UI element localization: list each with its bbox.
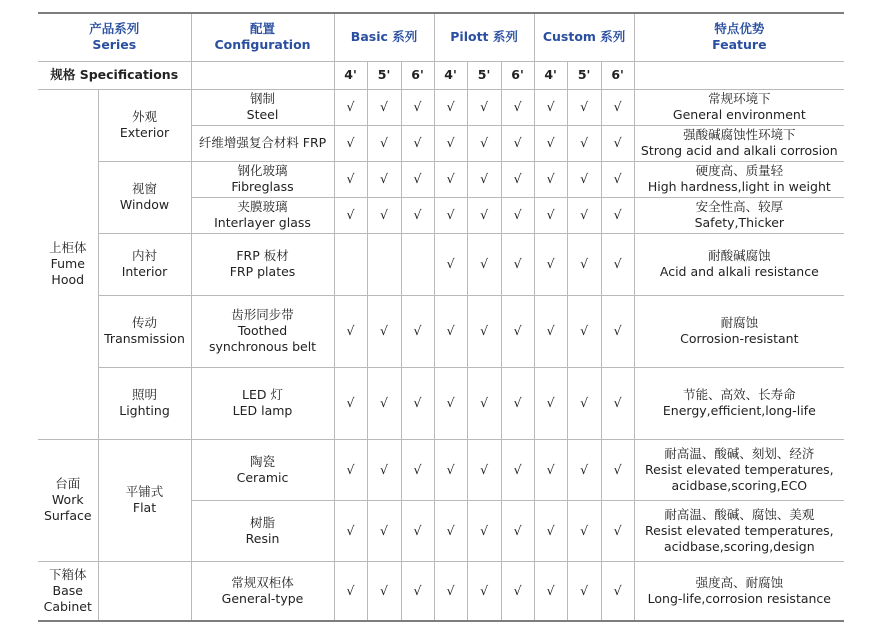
check-mark: √	[334, 295, 367, 367]
check-mark: √	[401, 367, 434, 439]
check-mark: √	[467, 500, 501, 561]
category-lighting: 照明 Lighting	[98, 367, 191, 439]
specifications-row	[38, 61, 844, 89]
check-mark: √	[367, 89, 401, 125]
category-flat: 平铺式 Flat	[98, 439, 191, 561]
check-mark: √	[501, 161, 534, 197]
check-mark: √	[567, 500, 601, 561]
config-line: FRP plates	[229, 264, 296, 279]
config-line: 陶瓷	[250, 453, 276, 469]
check-mark: √	[467, 197, 501, 233]
check-mark: √	[401, 295, 434, 367]
check-mark: √	[501, 197, 534, 233]
check-mark: √	[534, 367, 567, 439]
check-mark: √	[334, 161, 367, 197]
feature-cell	[634, 561, 844, 621]
group-fume-hood: 上柜体 Fume Hood	[38, 89, 98, 439]
feature-cell	[634, 295, 844, 367]
check-mark: √	[601, 197, 634, 233]
feature-line: 常规环境下	[708, 91, 771, 106]
config-cell	[191, 125, 334, 161]
size-basic-5ft: 5'	[367, 61, 401, 89]
feature-cell	[634, 197, 844, 233]
feature-cell	[634, 439, 844, 500]
check-mark: √	[534, 561, 567, 621]
row-fibreglass	[38, 161, 844, 197]
pilott-series-header: Pilott 系列	[434, 13, 534, 61]
specifications-empty	[191, 61, 334, 89]
row-general-type	[38, 561, 844, 621]
feature-line: Strong acid and alkali corrosion	[640, 143, 838, 158]
check-mark: √	[334, 500, 367, 561]
feature-cell	[634, 89, 844, 125]
feature-line: 耐高温、酸碱、刻划、经济	[664, 445, 815, 461]
config-line: Ceramic	[236, 469, 289, 485]
check-mark: √	[467, 561, 501, 621]
config-line: Interlayer glass	[214, 215, 311, 230]
feature-line: 耐酸碱腐蚀	[708, 248, 771, 263]
check-mark: √	[367, 367, 401, 439]
check-mark: √	[401, 439, 434, 500]
check-mark: √	[401, 89, 434, 125]
config-line: Resin	[245, 530, 280, 546]
feature-line: Energy,efficient,long-life	[662, 403, 816, 418]
check-mark: √	[567, 439, 601, 500]
check-mark: √	[467, 125, 501, 161]
check-mark: √	[501, 367, 534, 439]
category-transmission: 传动 Transmission	[98, 295, 191, 367]
feature-cell	[634, 367, 844, 439]
feature-line: acidbase,scoring,ECO	[671, 477, 808, 493]
check-mark: √	[601, 500, 634, 561]
empty-check-cell	[401, 233, 434, 295]
check-mark: √	[601, 89, 634, 125]
empty-check-cell	[334, 233, 367, 295]
check-mark: √	[467, 439, 501, 500]
size-basic-4ft: 4'	[334, 61, 367, 89]
check-mark: √	[367, 295, 401, 367]
configuration-header: 配置 Configuration	[191, 13, 334, 61]
custom-series-header: Custom 系列	[534, 13, 634, 61]
empty-check-cell	[367, 233, 401, 295]
check-mark: √	[434, 367, 467, 439]
config-line: 常规双柜体	[231, 574, 294, 590]
check-mark: √	[534, 439, 567, 500]
check-mark: √	[434, 197, 467, 233]
specification-table	[38, 12, 844, 622]
row-ceramic	[38, 439, 844, 500]
size-pilott-5ft: 5'	[467, 61, 501, 89]
feature-line: Acid and alkali resistance	[659, 264, 819, 279]
check-mark: √	[501, 295, 534, 367]
config-cell	[191, 439, 334, 500]
feature-cell	[634, 125, 844, 161]
category-window: 视窗 Window	[98, 161, 191, 233]
config-line: Fibreglass	[231, 179, 294, 194]
config-cell	[191, 367, 334, 439]
feature-line: 强度高、耐腐蚀	[695, 574, 784, 590]
feature-line: Long-life,corrosion resistance	[647, 590, 831, 606]
check-mark: √	[534, 197, 567, 233]
check-mark: √	[367, 161, 401, 197]
row-led-lamp	[38, 367, 844, 439]
row-steel	[38, 89, 844, 125]
check-mark: √	[534, 89, 567, 125]
check-mark: √	[501, 439, 534, 500]
config-cell	[191, 295, 334, 367]
check-mark: √	[334, 125, 367, 161]
group-work-surface: 台面 Work Surface	[38, 439, 98, 561]
check-mark: √	[467, 367, 501, 439]
config-line: LED lamp	[232, 403, 293, 418]
check-mark: √	[434, 89, 467, 125]
check-mark: √	[567, 295, 601, 367]
feature-line: Corrosion-resistant	[680, 331, 799, 346]
feature-cell	[634, 233, 844, 295]
check-mark: √	[334, 561, 367, 621]
feature-header: 特点优势 Feature	[634, 13, 844, 61]
config-cell	[191, 197, 334, 233]
size-custom-4ft: 4'	[534, 61, 567, 89]
category-base-empty	[98, 561, 191, 621]
check-mark: √	[601, 561, 634, 621]
check-mark: √	[567, 161, 601, 197]
row-frp-plates	[38, 233, 844, 295]
config-cell	[191, 561, 334, 621]
check-mark: √	[367, 500, 401, 561]
check-mark: √	[534, 500, 567, 561]
feature-line: 耐腐蚀	[720, 315, 759, 330]
config-cell	[191, 89, 334, 125]
config-line: LED 灯	[242, 387, 283, 402]
check-mark: √	[401, 561, 434, 621]
feature-line: 耐高温、酸碱、腐蚀、美观	[664, 506, 815, 522]
size-custom-5ft: 5'	[567, 61, 601, 89]
check-mark: √	[567, 561, 601, 621]
config-line: synchronous belt	[208, 339, 317, 354]
check-mark: √	[601, 161, 634, 197]
check-mark: √	[401, 197, 434, 233]
check-mark: √	[501, 89, 534, 125]
config-line: 齿形同步带	[231, 307, 294, 322]
check-mark: √	[401, 125, 434, 161]
check-mark: √	[334, 89, 367, 125]
check-mark: √	[567, 367, 601, 439]
check-mark: √	[434, 561, 467, 621]
feature-line: Resist elevated temperatures,	[645, 522, 834, 538]
header-row	[38, 13, 844, 61]
check-mark: √	[567, 125, 601, 161]
check-mark: √	[567, 197, 601, 233]
check-mark: √	[467, 161, 501, 197]
check-mark: √	[367, 439, 401, 500]
config-cell	[191, 233, 334, 295]
config-line: Steel	[246, 107, 279, 122]
check-mark: √	[334, 367, 367, 439]
check-mark: √	[334, 439, 367, 500]
size-custom-6ft: 6'	[601, 61, 634, 89]
basic-series-header: Basic 系列	[334, 13, 434, 61]
feature-line: Resist elevated temperatures,	[645, 461, 834, 477]
check-mark: √	[367, 197, 401, 233]
config-line: 树脂	[250, 514, 276, 530]
config-line: General-type	[221, 590, 304, 606]
feature-line: 强酸碱腐蚀性环境下	[683, 127, 796, 142]
feature-line: acidbase,scoring,design	[664, 538, 815, 554]
check-mark: √	[434, 500, 467, 561]
feature-cell	[634, 500, 844, 561]
check-mark: √	[434, 295, 467, 367]
config-line: 钢制	[250, 91, 276, 106]
category-exterior: 外观 Exterior	[98, 89, 191, 161]
specifications-label: 规格 Specifications	[38, 61, 191, 89]
config-cell	[191, 500, 334, 561]
feature-line: High hardness,light in weight	[647, 179, 831, 194]
row-toothed-belt	[38, 295, 844, 367]
feature-line: 节能、高效、长寿命	[683, 387, 796, 402]
group-base-cabinet: 下箱体 Base Cabinet	[38, 561, 98, 621]
size-pilott-6ft: 6'	[501, 61, 534, 89]
check-mark: √	[367, 561, 401, 621]
check-mark: √	[534, 125, 567, 161]
check-mark: √	[534, 233, 567, 295]
series-header: 产品系列 Series	[38, 13, 191, 61]
category-interior: 内衬 Interior	[98, 233, 191, 295]
config-line: 钢化玻璃	[237, 163, 288, 178]
check-mark: √	[501, 125, 534, 161]
check-mark: √	[401, 161, 434, 197]
check-mark: √	[501, 500, 534, 561]
check-mark: √	[601, 439, 634, 500]
feature-line: 硬度高、质量轻	[695, 163, 784, 178]
config-line: Toothed	[237, 323, 288, 338]
check-mark: √	[567, 233, 601, 295]
check-mark: √	[601, 295, 634, 367]
check-mark: √	[434, 233, 467, 295]
config-line: 夹膜玻璃	[237, 199, 288, 214]
feature-line: Safety,Thicker	[694, 215, 785, 230]
check-mark: √	[501, 561, 534, 621]
check-mark: √	[601, 367, 634, 439]
config-line: FRP 板材	[236, 248, 289, 263]
feature-line: 安全性高、较厚	[695, 199, 784, 214]
check-mark: √	[601, 125, 634, 161]
check-mark: √	[467, 89, 501, 125]
check-mark: √	[467, 233, 501, 295]
check-mark: √	[467, 295, 501, 367]
feature-line: General environment	[672, 107, 806, 122]
size-pilott-4ft: 4'	[434, 61, 467, 89]
check-mark: √	[601, 233, 634, 295]
feature-empty	[634, 61, 844, 89]
config-line: 纤维增强复合材料 FRP	[198, 135, 327, 150]
check-mark: √	[434, 161, 467, 197]
feature-cell	[634, 161, 844, 197]
check-mark: √	[534, 161, 567, 197]
check-mark: √	[567, 89, 601, 125]
check-mark: √	[367, 125, 401, 161]
check-mark: √	[401, 500, 434, 561]
check-mark: √	[434, 439, 467, 500]
check-mark: √	[534, 295, 567, 367]
config-cell	[191, 161, 334, 197]
check-mark: √	[434, 125, 467, 161]
size-basic-6ft: 6'	[401, 61, 434, 89]
check-mark: √	[501, 233, 534, 295]
check-mark: √	[334, 197, 367, 233]
